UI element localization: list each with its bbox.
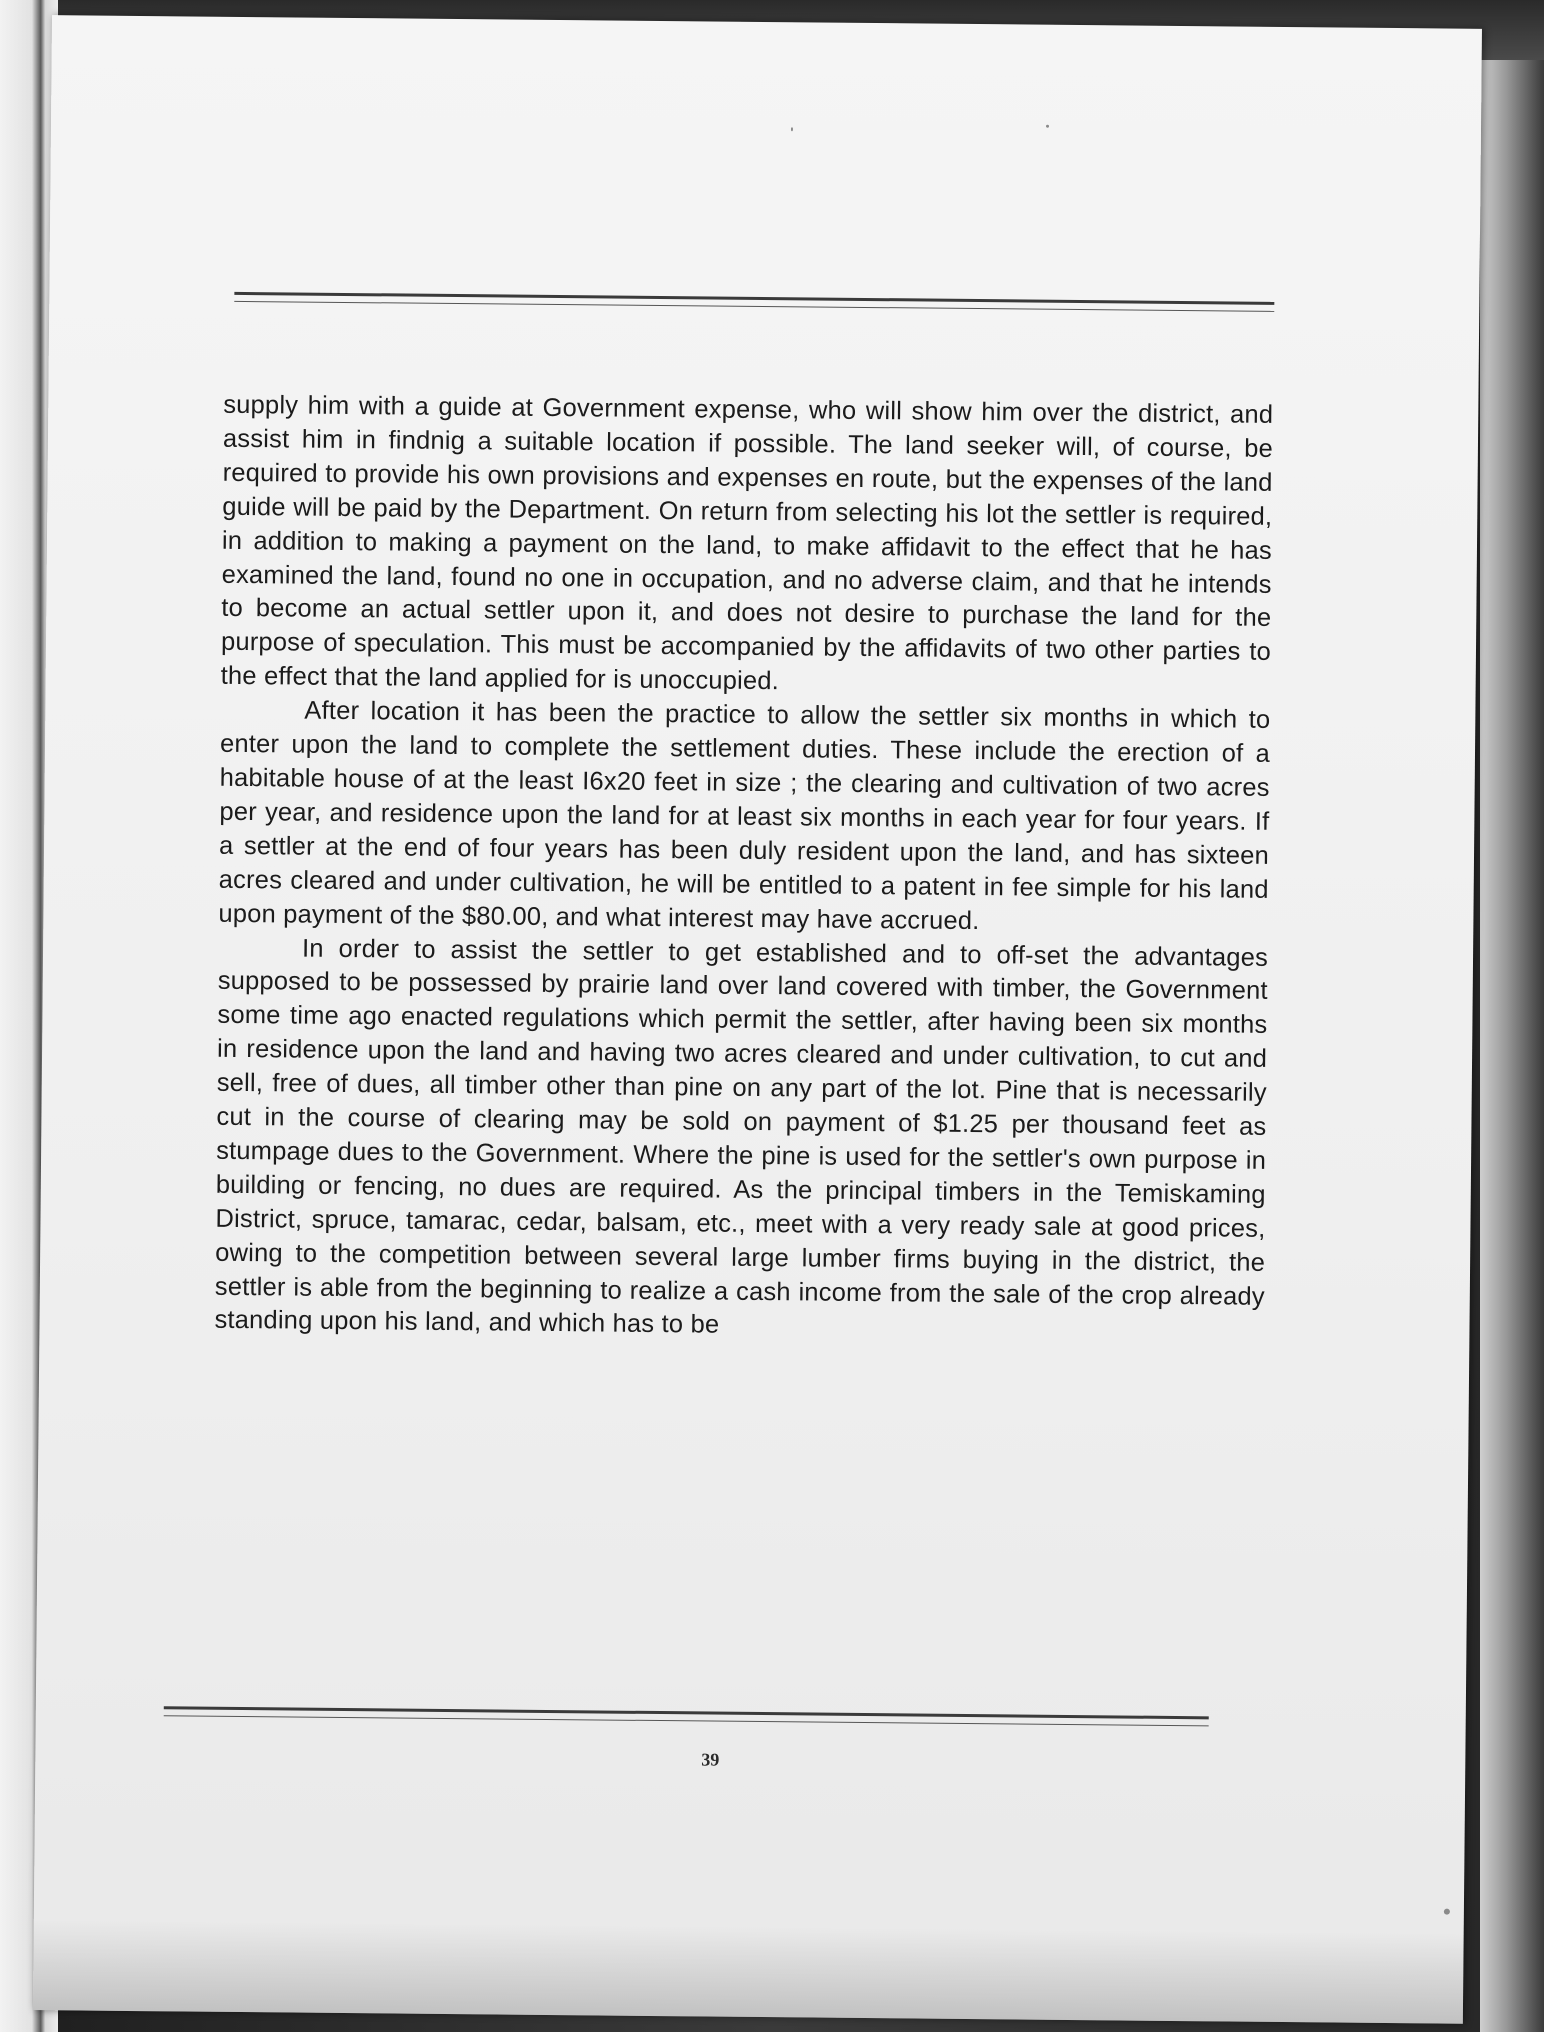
- header-rule: [234, 292, 1274, 312]
- footer-rule: [164, 1706, 1209, 1726]
- body-text: [214, 389, 1273, 1348]
- paper-speck: [1046, 125, 1049, 128]
- paragraph-3: In order to assist the settler to get established and to off-set the advantages supposed to be possessed by prairie land over land covered with timber, the Government some time ago enacted regulations which permit the settler, after having been six months in residence upon the land and having two acres cleared and under cultivation, to cut and sell, free of dues, all timber other than pine on any part of the lot. Pine that is necessarily cut in the course of clearing may be sold on payment of $1.25 per thousand feet as stumpage dues to the Government. Where the pine is used for the settler's own purpose in building or fencing, no dues are required. As the principal timbers in the Temiskaming District, spruce, tamarac, cedar, balsam, etc., meet with a very ready sale at good prices, owing to the competition between several large lumber firms buying in the district, the settler is able from the beginning to realize a cash income from the sale of the crop already standing upon his land, and which has to be: [214, 934, 1269, 1340]
- paragraph-2: After location it has been the practice to allow the settler six months in which to enter upon the land to complete the settlement duties. These include the erection of a habitable house of at the least I6x20 feet in size ; the clearing and cultivation of two acres per year, and residence upon the land for at least six months in each year for four years. If a settler at the end of four years has been duly resident upon the land, and has sixteen acres cleared and under cultivation, he will be entitled to a patent in fee simple for his land upon payment of the $80.00, and what interest may have accrued.: [218, 696, 1271, 935]
- paper-speck: [1444, 1909, 1450, 1915]
- book-page: [33, 15, 1482, 2024]
- page-number: 39: [701, 1749, 720, 1770]
- page-edge-shadow: [1480, 60, 1544, 2032]
- paper-speck: [791, 127, 793, 131]
- paragraph-1: supply him with a guide at Government expense, who will show him over the district, and assist him in findnig a suitable location if possible. The land seeker will, of course, be required to provide his own provisions and expenses en route, but the expenses of the land guide will be paid by the Department. On return from selecting his lot the settler is required, in addition to making a payment on the land, to make affidavit to the effect that he has examined the land, found no one in occupation, and no adverse claim, and that he intends to become an actual settler upon it, and does not desire to purchase the land for the purpose of speculation. This must be accompanied by the affidavits of two other parties to the effect that the land applied for is unoccupied.: [220, 390, 1274, 696]
